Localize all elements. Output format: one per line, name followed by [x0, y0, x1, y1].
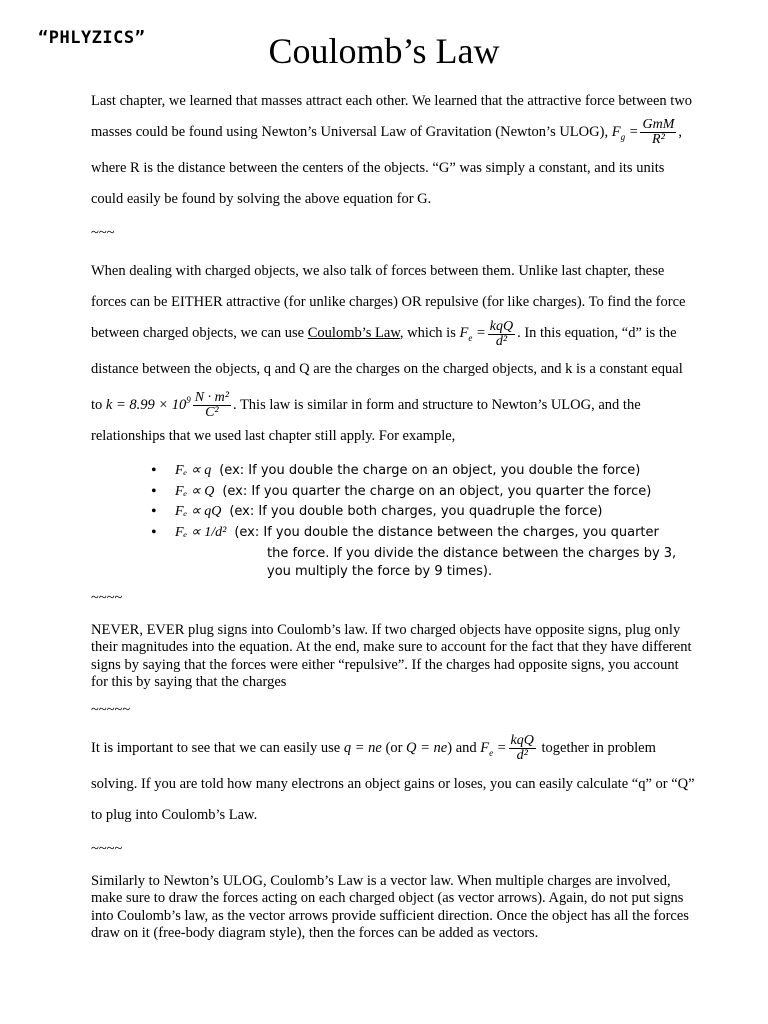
formula-Q: Q = ne: [406, 740, 448, 757]
list-item-continuation: the force. If you divide the distance between the charges by 3, you multiply the force by 9 times).: [267, 546, 677, 579]
text: ) and: [447, 740, 481, 757]
text: (or: [381, 740, 407, 757]
list-item-text: (ex: If you double both charges, you quadruple the force): [229, 504, 603, 520]
text: . This law is similar in form and structure to Newton’s ULOG, and the relationships that we used last chapter still apply. For example,: [91, 397, 641, 445]
list-item-text: (ex: If you double the distance between the charges, you quarter: [234, 524, 659, 540]
list-item: [151, 524, 697, 581]
paragraph-charge: [91, 733, 697, 831]
proportionality-list: [151, 462, 697, 580]
document-body: [91, 86, 697, 953]
list-item: [151, 483, 697, 501]
text: , which is: [399, 325, 460, 342]
formula-k: $k = 8.99 \times 10^9$: [105, 395, 191, 414]
text: together in problem solving. If you are told how many electrons an object gains or loses, you can easily calculate “q” or “Q” to plug into Coulomb’s Law.: [91, 740, 695, 823]
text: Last chapter, we learned that masses attract each other. We learned that the attractive force between two masses could be found using Newton’s Universal Law of Gravitation (Newton’s ULOG),: [91, 93, 693, 140]
formula-fg: $F_g$ =: [611, 124, 639, 142]
proportion-formula: Fₑ ∝ qQ: [175, 504, 222, 520]
text: When dealing with charged objects, we also talk of forces between them. Unlike last chapter, these forces can be EITHER attractive (for unlike charges) OR repulsive (for like charges). To find the force between charged objects, we can use: [91, 263, 686, 342]
course-brand: “PHLYZICS”: [38, 28, 146, 48]
text: . In this equation, “d” is the distance between the objects, q and Q are the charges on the charged objects, and k is a constant equal to: [91, 325, 683, 414]
paragraph-vectors: Similarly to Newton’s ULOG, Coulomb’s Law is a vector law. When multiple charges are involved, make sure to draw the forces acting on each charged object (as vector arrows). Again, do not put signs into Coulomb’s law, as the vector arrows provide sufficient direction. Once the object has all the forces draw on it (free-body diagram style), then the forces can be added as vectors.: [91, 872, 689, 941]
formula-fraction: $\frac{\text{N · m²}}{\text{C²}}$: [194, 390, 229, 421]
separator: ~~~~~: [91, 701, 131, 718]
formula-q: q = ne: [343, 740, 382, 757]
formula-fraction: $\frac{\text{kqQ}}{\text{d²}}$: [510, 733, 534, 764]
paragraph-coulomb: [91, 256, 697, 452]
proportion-formula: Fₑ ∝ Q: [175, 483, 215, 499]
list-item-text: (ex: If you quarter the charge on an object, you quarter the force): [222, 483, 652, 499]
separator: ~~~~: [91, 841, 123, 857]
proportion-formula: Fₑ ∝ 1/d²: [175, 524, 227, 540]
formula-fe: $F_e$ =: [459, 325, 486, 344]
paragraph-signs: NEVER, EVER plug signs into Coulomb’s law. If two charged objects have opposite signs, plug only their magnitudes into the equation. At the end, make sure to account for the fact that they have different signs by saying that the forces were either “repulsive”. If the charges had opposite signs, you account for this by saying that the charges: [91, 621, 692, 691]
separator: ~~~: [91, 224, 115, 241]
proportion-formula: Fₑ ∝ q: [175, 463, 212, 479]
list-item-text: (ex: If you double the charge on an object, you double the force): [219, 463, 641, 479]
list-item: [151, 462, 697, 480]
list-item: [151, 503, 697, 521]
formula-fe: $F_e$ =: [480, 740, 507, 758]
formula-fraction: $\frac{\text{GmM}}{\text{R²}}$: [642, 117, 675, 148]
text: It is important to see that we can easily use: [91, 740, 344, 757]
text: , where R is the distance between the centers of the objects. “G” was simply a constant, and its units could easily be found by solving the above equation for G.: [91, 124, 682, 207]
formula-fraction: $\frac{\text{kqQ}}{\text{d²}}$: [489, 318, 514, 349]
page-title: Coulomb’s Law: [268, 31, 500, 71]
separator: ~~~~: [91, 590, 123, 607]
coulombs-law-link: Coulomb’s Law: [307, 325, 400, 342]
paragraph-gravitation: [91, 86, 697, 215]
